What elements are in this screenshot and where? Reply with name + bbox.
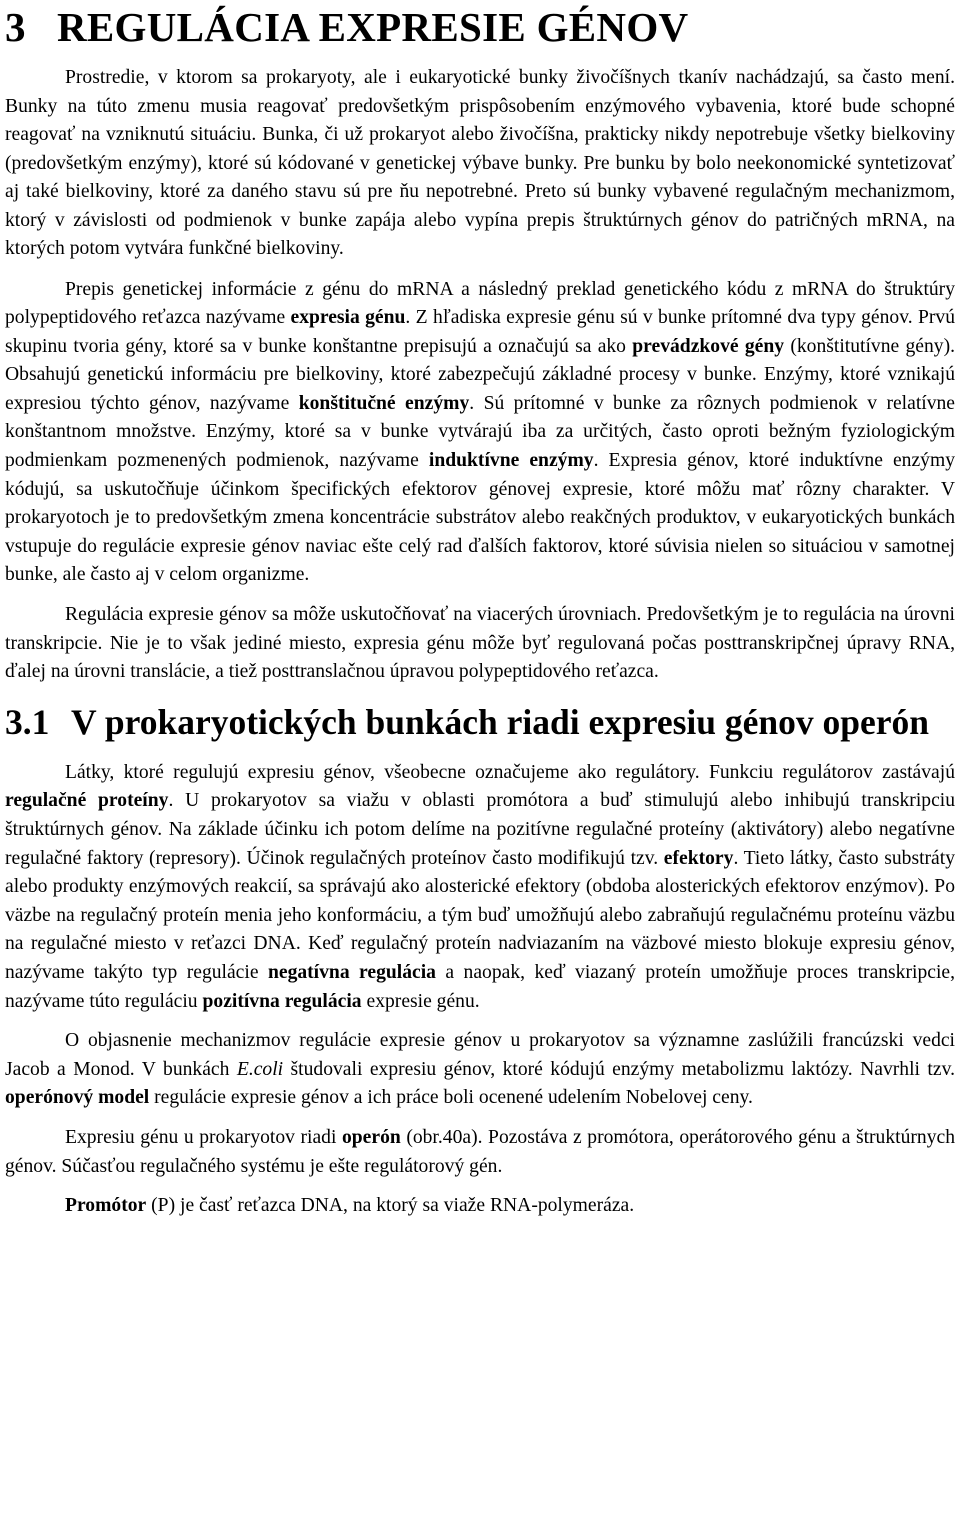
term-operon: operón — [341, 1126, 401, 1148]
intro-paragraph: Prostredie, v ktorom sa prokaryoty, ale i eukaryotické bunky živočíšnych tkanív nachádzajú, sa často mení. Bunky na túto zmenu musia reagovať predovšetkým prispôsobením enzýmového vybavenia, ktoré bude schopné reagovať na vzniknutú situáciu. Bunka, či už prokaryot alebo živočíšna, prakticky nikdy nepotrebuje všetky bielkoviny (predovšetkým enzýmy), ktoré sú kódované v genetickej výbave bunky. Pre bunku by bolo neekonomické syntetizovať aj také bielkoviny, ktoré za daného stavu sú pre ňu nepotrebné. Preto sú bunky vybavené regulačným mechanizmom, ktorý v závislosti od podmienok v bunke zapája alebo vypína prepis štruktúrnych génov do patričných mRNA, na ktorých potom vytvára funkčné bielkoviny. — [5, 67, 955, 259]
operon-paragraph — [5, 1124, 955, 1181]
text-run: . Sú prítomné v bunke za rôznych podmienok v relatívne konštantnom množstve. Enzýmy, ktoré sa v bunke vytvárajú iba za určitých, často oproti bežným fyziologickým podmienkam pozmenených podmienok, nazývame — [5, 392, 955, 472]
jacob-monod-paragraph — [5, 1027, 955, 1113]
levels-paragraph: Regulácia expresie génov sa môže uskutočňovať na viacerých úrovniach. Predovšetkým je to regulácia na úrovni transkripcie. Nie je to však jediné miesto, expresia génu môže byť regulovaná počas posttranskripčnej úpravy RNA, ďalej na úrovni translácie, a tiež posttranslačnou úpravou polypeptidového reťazca. — [5, 604, 955, 683]
term-expresia-genu: expresia génu — [290, 307, 406, 329]
text-run: Expresiu génu u prokaryotov riadi — [65, 1126, 342, 1148]
text-run: Látky, ktoré regulujú expresiu génov, všeobecne označujeme ako regulátory. Funkciu regulátorov zastávajú — [65, 761, 955, 783]
term-promotor: Promótor — [65, 1195, 147, 1217]
document-page — [5, 0, 955, 1232]
text-run: študovali expresiu génov, ktoré kódujú enzýmy metabolizmu laktózy. Navrhli tzv. — [283, 1058, 955, 1080]
text-run: . Expresia génov, ktoré induktívne enzýmy kódujú, sa uskutočňuje účinkom špecifických efektorov génovej expresie, ktoré môžu mať rôzny charakter. V prokaryotoch je to predovšetkým zmena koncentrácie substrátov alebo reakčných produktov, v eukaryotických bunkách vstupuje do regulácie expresie génov naviac ešte celý rad ďalších faktorov, ktoré súvisia nielen so situáciou v samotnej bunke, ale často aj v celom organizme. — [5, 450, 956, 586]
text-run: (P) je časť reťazca DNA, na ktorý sa viaže RNA-polymeráza. — [146, 1195, 635, 1217]
term-negativna-regulacia: negatívna regulácia — [267, 961, 436, 983]
section-title: V prokaryotických bunkách riadi expresiu génov operón — [71, 701, 930, 742]
text-run: . U prokaryotov sa viažu v oblasti promótora a buď stimulujú alebo inhibujú transkripciu štruktúrnych génov. Na základe účinku ich potom delíme na pozitívne regulačné proteíny (aktivátory) alebo negatívne regulačné faktory (represory). Účinok regulačných proteínov často modifikujú tzv. — [5, 790, 956, 869]
text-run: Prepis genetickej informácie z génu do mRNA a následný preklad genetického kódu z mRNA do štruktúry polypeptidového reťazca nazývame — [5, 278, 955, 329]
term-konstitucne-enzymy: konštitučné enzýmy — [298, 392, 470, 414]
section-number: 3.1 — [5, 701, 50, 742]
expression-paragraph — [5, 276, 955, 591]
chapter-number: 3 — [5, 4, 26, 50]
text-run: regulácie expresie génov a ich práce boli ocenené udelením Nobelovej ceny. — [149, 1087, 753, 1109]
regulators-paragraph — [5, 759, 955, 1016]
text-run: (obr.40a). Pozostáva z promótora, operátorového génu a štruktúrnych génov. Súčasťou regulačného systému je ešte regulátorový gén. — [5, 1126, 956, 1177]
section-heading — [5, 700, 955, 745]
term-regulacne-proteiny: regulačné proteíny — [5, 790, 169, 812]
text-run: . Z hľadiska expresie génu sú v bunke prítomné dva typy génov. Prvú skupinu tvoria gény, ktoré sa v bunke konštantne prepisujú a označujú sa ako — [5, 307, 955, 357]
chapter-title: REGULÁCIA EXPRESIE GÉNOV — [57, 4, 689, 50]
term-e-coli: E.coli — [236, 1058, 284, 1080]
term-induktivne-enzymy: induktívne enzýmy — [428, 450, 594, 472]
promoter-paragraph — [5, 1192, 955, 1221]
term-efektory: efektory — [663, 847, 734, 869]
text-run: . Tieto látky, často substráty alebo produkty enzýmových reakcií, sa správajú ako alosterické efektory (obdoba alosterických efektorov enzýmov). Po väzbe na regulačný proteín menia jeho konformáciu, a tým buď umožňujú alebo zabraňujú regulačnému proteínu väzbu na regulačné miesto v reťazci DNA. Keď regulačný proteín nadviazaním na väzbové miesto blokuje expresiu génov, nazývame takýto typ regulácie — [5, 847, 955, 983]
term-prevadzkove-geny: prevádzkové gény — [632, 335, 785, 357]
text-run: expresie génu. — [361, 990, 480, 1012]
term-pozitivna-regulacia: pozitívna regulácia — [202, 990, 362, 1012]
term-operonovy-model: operónový model — [5, 1087, 150, 1109]
text-run: O objasnenie mechanizmov regulácie expresie génov u prokaryotov sa významne zaslúžili francúzski vedci Jacob a Monod. V bunkách — [5, 1030, 955, 1080]
chapter-heading — [5, 0, 955, 64]
text-run: (konštitutívne gény). Obsahujú genetickú informáciu pre bielkoviny, ktoré zabezpečujú základné procesy v bunke. Enzýmy, ktoré vznikajú expresiou týchto génov, nazývame — [5, 335, 956, 414]
text-run: a naopak, keď viazaný proteín umožňuje proces transkripcie, nazývame túto reguláciu — [5, 961, 955, 1012]
